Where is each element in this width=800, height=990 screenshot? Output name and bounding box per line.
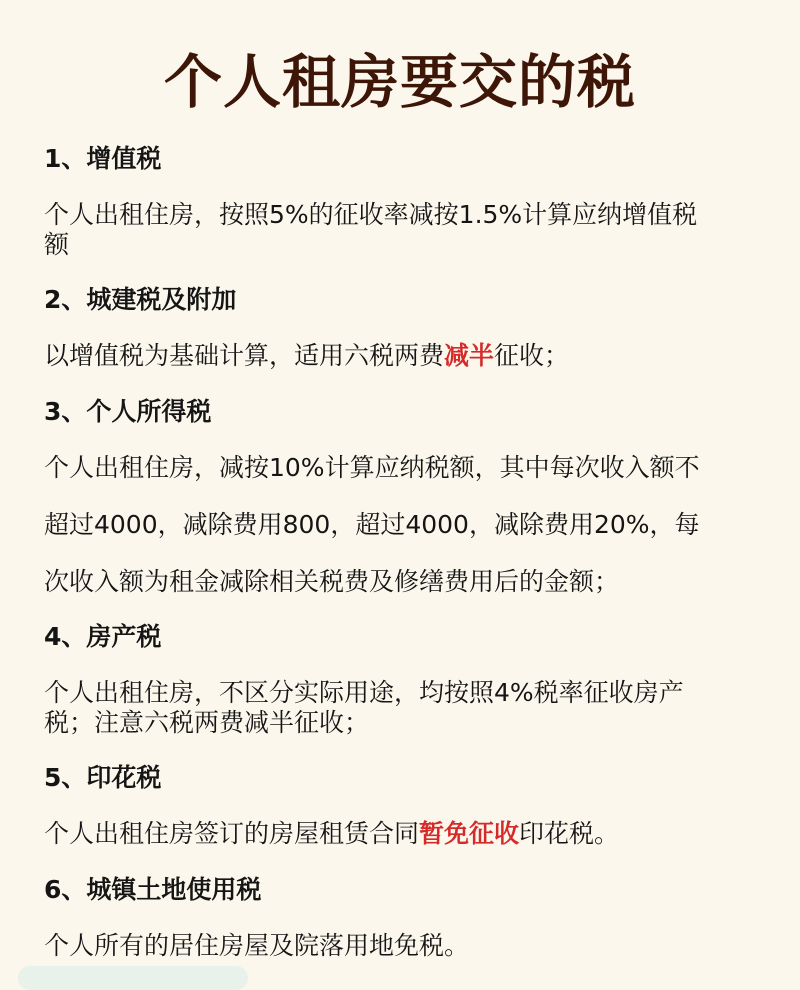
section-3-line-2: 超过4000，减除费用800，超过4000，减除费用20%，每 xyxy=(44,510,700,539)
section-1-line-1: 个人出租住房，按照5%的征收率减按1.5%计算应纳增值税 xyxy=(44,200,698,229)
section-6-line-1: 个人所有的居住房屋及院落用地免税。 xyxy=(44,931,470,960)
section-5-text-pre: 个人出租住房签订的房屋租赁合同 xyxy=(44,819,420,848)
section-2-text-post: 征收； xyxy=(494,341,570,370)
page-title: 个人租房要交的税 xyxy=(163,48,636,116)
section-2-text-pre: 以增值税为基础计算，适用六税两费 xyxy=(44,341,445,370)
section-3-line-1: 个人出租住房，减按10%计算应纳税额，其中每次收入额不 xyxy=(44,453,700,482)
section-3-heading: 3、个人所得税 xyxy=(44,397,212,426)
section-2-heading: 2、城建税及附加 xyxy=(44,285,237,314)
section-2-highlight: 减半 xyxy=(444,341,495,370)
section-5-text-post: 印花税。 xyxy=(519,819,620,848)
section-4-line-1: 个人出租住房，不区分实际用途，均按照4%税率征收房产 xyxy=(44,678,684,707)
section-2-line-1 xyxy=(44,339,764,373)
section-4-line-2: 税；注意六税两费减半征收； xyxy=(44,708,370,737)
section-5-heading: 5、印花税 xyxy=(44,763,162,792)
section-1-heading: 1、增值税 xyxy=(44,144,162,173)
section-5-highlight: 暂免征收 xyxy=(419,819,520,848)
section-6-heading: 6、城镇土地使用税 xyxy=(44,875,262,904)
bottom-decorative-bar xyxy=(18,966,248,990)
section-1-line-2: 额 xyxy=(44,230,70,259)
section-5-line-1 xyxy=(44,817,764,851)
section-4-heading: 4、房产税 xyxy=(44,622,162,651)
section-3-line-3: 次收入额为租金减除相关税费及修缮费用后的金额； xyxy=(44,567,620,596)
